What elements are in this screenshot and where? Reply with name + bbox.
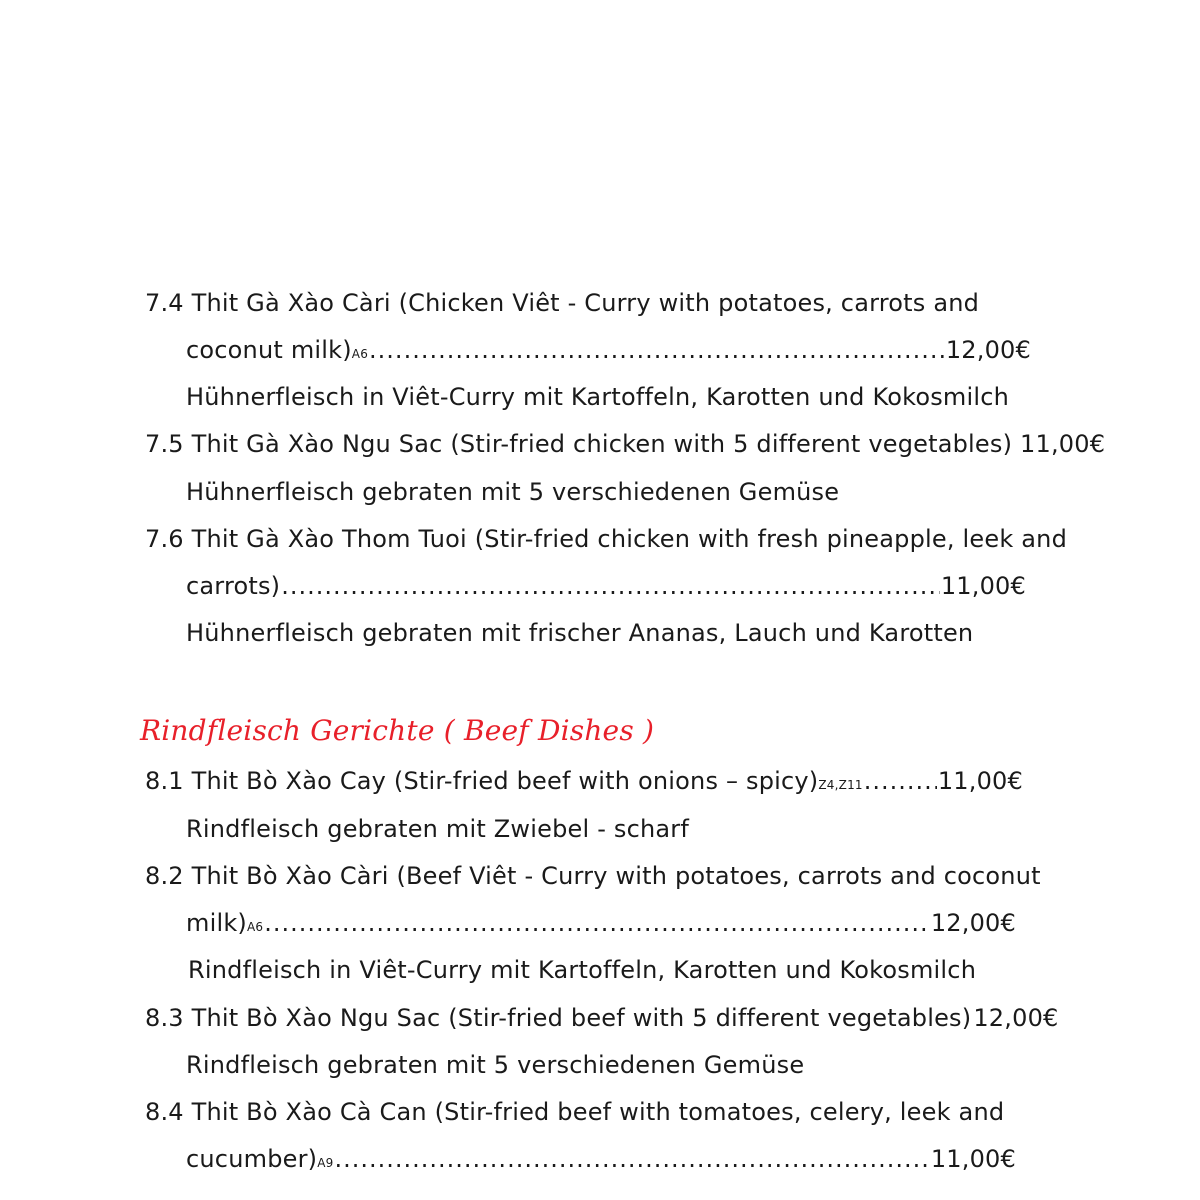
menu-item-8-3-german: Rindfleisch gebraten mit 5 verschiedenen Gemüse (186, 1051, 805, 1079)
menu-item-7-4-german: Hühnerfleisch in Viêt-Curry mit Kartoffeln, Karotten und Kokosmilch (186, 383, 1010, 411)
menu-item-8-2-price-line: milk) A6 ..... 12,00€ (186, 908, 1016, 938)
menu-item-7-6-german: Hühnerfleisch gebraten mit frischer Ananas, Lauch und Karotten (186, 619, 974, 647)
menu-item-8-4-price: 11,00€ (930, 1145, 1016, 1173)
menu-item-7-6-price-line (186, 571, 1026, 601)
menu-item-8-1-german: Rindfleisch gebraten mit Zwiebel - scharf (186, 815, 690, 843)
dot-leader (864, 766, 937, 796)
menu-item-8-2-title-cont: milk) (186, 909, 247, 937)
menu-item-8-1-title: 8.1 Thit Bò Xào Cay (Stir-fried beef with onions – spicy) (145, 767, 819, 795)
menu-item-8-2-title: 8.2 Thit Bò Xào Càri (Beef Viêt - Curry with potatoes, carrots and coconut (145, 862, 1041, 890)
menu-item-7-5-title: 7.5 Thit Gà Xào Ngu Sac (Stir-fried chicken with 5 different vegetables) (145, 430, 1013, 458)
menu-item-8-2-german: Rindfleisch in Viêt-Curry mit Kartoffeln, Karotten und Kokosmilch (188, 956, 977, 984)
menu-item-8-3-title: 8.3 Thit Bò Xào Ngu Sac (Stir-fried beef with 5 different vegetables) (145, 1004, 972, 1032)
menu-item-8-4-title-cont: cucumber) (186, 1145, 318, 1173)
menu-item-7-5-price: 11,00€ (1020, 430, 1106, 458)
menu-item-8-3-price: 12,00€ (973, 1004, 1059, 1032)
dot-leader (334, 1144, 929, 1174)
menu-item-8-4-price-line: cucumber) A9 ..... 11,00€ (186, 1144, 1016, 1174)
menu-item-8-4-title: 8.4 Thit Bò Xào Cà Can (Stir-fried beef with tomatoes, celery, leek and (145, 1098, 1005, 1126)
menu-item-7-5-german: Hühnerfleisch gebraten mit 5 verschiedenen Gemüse (186, 478, 840, 506)
menu-item-8-2-price: 12,00€ (930, 909, 1016, 937)
menu-item-7-4-title: 7.4 Thit Gà Xào Càri (Chicken Viêt - Curry with potatoes, carrots and (145, 289, 980, 317)
dot-leader (264, 908, 930, 938)
menu-item-7-6-price: 11,00€ (940, 572, 1026, 600)
dot-leader (369, 335, 945, 365)
menu-item-7-5-line (145, 429, 1106, 459)
menu-item-7-4-price-line: coconut milk) A6 ..... 12,00€ (186, 335, 1031, 365)
section-title-beef: Rindfleisch Gerichte ( Beef Dishes ) (140, 714, 655, 747)
menu-item-8-3-line (145, 1003, 1059, 1033)
menu-item-7-6-title: 7.6 Thit Gà Xào Thom Tuoi (Stir-fried chicken with fresh pineapple, leek and (145, 525, 1068, 553)
menu-item-8-1-line: 8.1 Thit Bò Xào Cay (Stir-fried beef with onions – spicy) Z4,Z11 ..... 11,00€ (145, 766, 1023, 796)
menu-item-7-4-price: 12,00€ (945, 336, 1031, 364)
menu-item-8-1-price: 11,00€ (937, 767, 1023, 795)
menu-item-7-6-title-cont: carrots) (186, 572, 281, 600)
dot-leader (281, 571, 940, 601)
menu-item-7-4-title-cont: coconut milk) (186, 336, 352, 364)
